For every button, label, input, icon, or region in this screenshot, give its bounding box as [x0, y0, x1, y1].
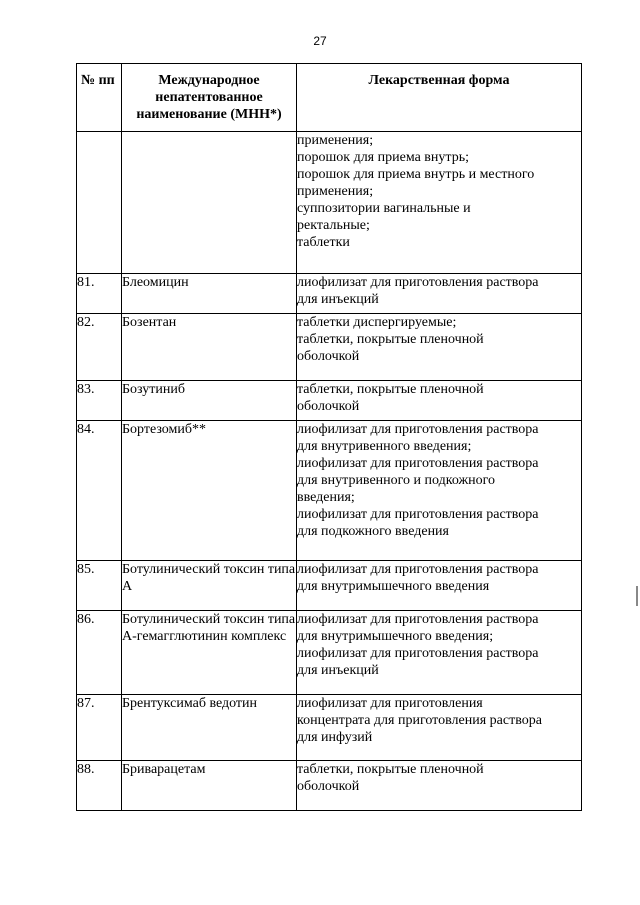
dosage-form-cell	[297, 381, 582, 421]
table-row	[77, 761, 582, 811]
dosage-form-line: таблетки диспергируемые;	[297, 315, 457, 330]
row-number: 83.	[77, 381, 122, 421]
header-num: № пп	[77, 64, 122, 132]
dosage-form-line: для инъекций	[297, 663, 379, 678]
dosage-form-cell	[297, 274, 582, 314]
dosage-form-cell	[297, 611, 582, 695]
dosage-form-line: таблетки, покрытые пленочной	[297, 382, 484, 397]
dosage-form-line: лиофилизат для приготовления раствора	[297, 612, 539, 627]
dosage-form-line: введения;	[297, 490, 355, 505]
table-row	[77, 274, 582, 314]
table-row	[77, 611, 582, 695]
drug-name: Ботулинический токсин типа А	[122, 561, 297, 611]
table-row	[77, 561, 582, 611]
row-number: 85.	[77, 561, 122, 611]
scan-edge-mark	[636, 586, 638, 606]
dosage-form-line: лиофилизат для приготовления раствора	[297, 646, 539, 661]
drug-name	[122, 132, 297, 274]
dosage-form-cell	[297, 314, 582, 381]
table-row	[77, 421, 582, 561]
dosage-form-line: порошок для приема внутрь;	[297, 150, 469, 165]
dosage-form-line: лиофилизат для приготовления раствора	[297, 456, 539, 471]
table-body	[77, 132, 582, 811]
dosage-form-line: применения;	[297, 133, 374, 148]
drug-table	[76, 63, 582, 811]
row-number: 88.	[77, 761, 122, 811]
header-form: Лекарственная форма	[297, 64, 582, 132]
dosage-form-line: лиофилизат для приготовления раствора	[297, 562, 539, 577]
dosage-form-line: таблетки, покрытые пленочной	[297, 762, 484, 777]
row-number: 87.	[77, 695, 122, 761]
dosage-form-line: для внутривенного введения;	[297, 439, 472, 454]
row-number: 82.	[77, 314, 122, 381]
row-number	[77, 132, 122, 274]
dosage-form-line: оболочкой	[297, 349, 360, 364]
table-row	[77, 695, 582, 761]
dosage-form-line: для инфузий	[297, 730, 373, 745]
dosage-form-line: таблетки	[297, 235, 350, 250]
drug-name: Бозентан	[122, 314, 297, 381]
drug-name: Бозутиниб	[122, 381, 297, 421]
dosage-form-line: для инъекций	[297, 292, 379, 307]
dosage-form-line: применения;	[297, 184, 374, 199]
dosage-form-line: суппозитории вагинальные и	[297, 201, 471, 216]
table-row	[77, 132, 582, 274]
dosage-form-cell	[297, 561, 582, 611]
drug-name: Бриварацетам	[122, 761, 297, 811]
dosage-form-line: порошок для приема внутрь и местного	[297, 167, 535, 182]
dosage-form-cell	[297, 695, 582, 761]
dosage-form-line: оболочкой	[297, 399, 360, 414]
row-number: 84.	[77, 421, 122, 561]
dosage-form-line: лиофилизат для приготовления раствора	[297, 422, 539, 437]
header-inn: Международное непатентованное наименование (МНН*)	[122, 64, 297, 132]
dosage-form-line: оболочкой	[297, 779, 360, 794]
page-number: 27	[313, 34, 327, 48]
dosage-form-cell	[297, 132, 582, 274]
dosage-form-line: концентрата для приготовления раствора	[297, 713, 542, 728]
dosage-form-line: для внутримышечного введения	[297, 579, 490, 594]
table-row	[77, 381, 582, 421]
dosage-form-line: ректальные;	[297, 218, 370, 233]
drug-name: Ботулинический токсин типа А-гемагглютинин комплекс	[122, 611, 297, 695]
dosage-form-line: лиофилизат для приготовления	[297, 696, 483, 711]
dosage-form-cell	[297, 761, 582, 811]
drug-name: Блеомицин	[122, 274, 297, 314]
dosage-form-cell	[297, 421, 582, 561]
table-row	[77, 314, 582, 381]
table-header-row	[77, 64, 582, 132]
dosage-form-line: таблетки, покрытые пленочной	[297, 332, 484, 347]
dosage-form-line: лиофилизат для приготовления раствора	[297, 507, 539, 522]
row-number: 81.	[77, 274, 122, 314]
dosage-form-line: для внутримышечного введения;	[297, 629, 494, 644]
row-number: 86.	[77, 611, 122, 695]
drug-name: Брентуксимаб ведотин	[122, 695, 297, 761]
dosage-form-line: для подкожного введения	[297, 524, 449, 539]
dosage-form-line: лиофилизат для приготовления раствора	[297, 275, 539, 290]
drug-name: Бортезомиб**	[122, 421, 297, 561]
dosage-form-line: для внутривенного и подкожного	[297, 473, 496, 488]
